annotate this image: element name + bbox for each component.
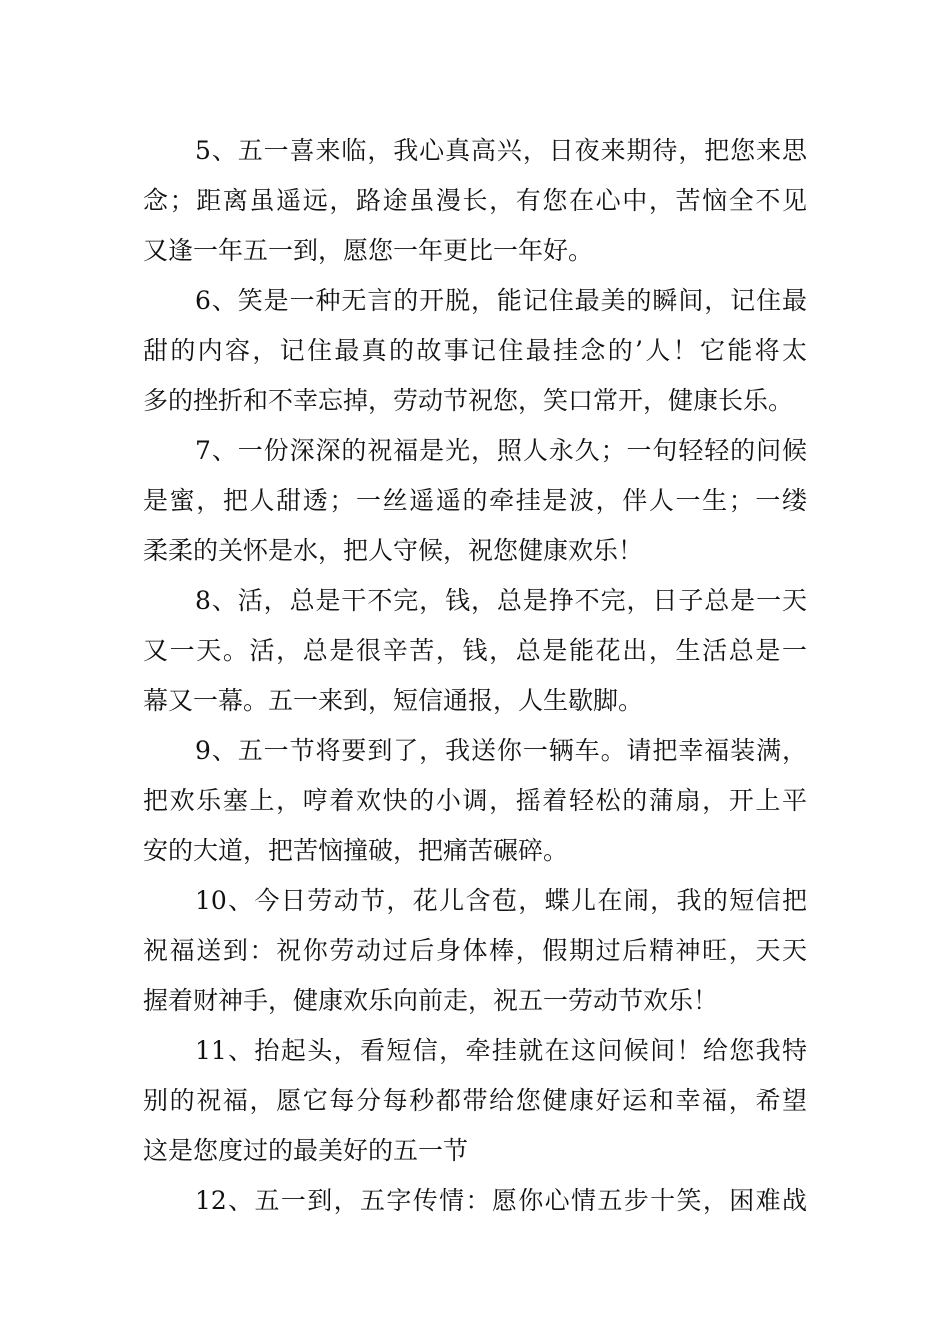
text-line: 6、笑是一种无言的开脱，能记住最美的瞬间，记住最 (195, 286, 807, 315)
text-line: 又逢一年五一到，愿您一年更比一年好。 (143, 236, 594, 265)
text-line: 握着财神手，健康欢乐向前走，祝五一劳动节欢乐！ (143, 986, 719, 1015)
text-line: 又一天。活，总是很辛苦，钱，总是能花出，生活总是一 (143, 636, 807, 665)
paragraph-9 (143, 726, 807, 876)
paragraph-10 (143, 876, 807, 1026)
document-body (143, 126, 807, 1226)
text-line: 祝福送到：祝你劳动过后身体棒，假期过后精神旺，天天 (143, 936, 807, 965)
paragraph-5 (143, 126, 807, 276)
text-line: 8、活，总是干不完，钱，总是挣不完，日子总是一天 (195, 586, 807, 615)
text-line: 念；距离虽遥远，路途虽漫长，有您在心中，苦恼全不见 (143, 186, 807, 215)
text-line: 柔柔的关怀是水，把人守候，祝您健康欢乐！ (143, 536, 644, 565)
text-line: 安的大道，把苦恼撞破，把痛苦碾碎。 (143, 836, 569, 865)
text-line: 甜的内容，记住最真的故事记住最挂念的’人！它能将太 (143, 336, 807, 365)
text-line: 幕又一幕。五一来到，短信通报，人生歇脚。 (143, 686, 644, 715)
paragraph-6 (143, 276, 807, 426)
text-line: 这是您度过的最美好的五一节 (143, 1136, 469, 1165)
text-line: 别的祝福，愿它每分每秒都带给您健康好运和幸福，希望 (143, 1086, 807, 1115)
text-line: 9、五一节将要到了，我送你一辆车。请把幸福装满， (195, 736, 807, 765)
text-line: 10、今日劳动节，花儿含苞，蝶儿在闹，我的短信把 (195, 886, 807, 915)
text-line: 11、抬起头，看短信，牵挂就在这问候间！给您我特 (195, 1036, 807, 1065)
paragraph-8 (143, 576, 807, 726)
paragraph-12 (143, 1176, 807, 1226)
text-line: 7、一份深深的祝福是光，照人永久；一句轻轻的问候 (195, 436, 807, 465)
text-line: 5、五一喜来临，我心真高兴，日夜来期待，把您来思 (195, 136, 807, 165)
text-line: 把欢乐塞上，哼着欢快的小调，摇着轻松的蒲扇，开上平 (143, 786, 807, 815)
text-line: 是蜜，把人甜透；一丝遥遥的牵挂是波，伴人一生；一缕 (143, 486, 807, 515)
paragraph-7 (143, 426, 807, 576)
paragraph-11 (143, 1026, 807, 1176)
text-line: 12、五一到，五字传情：愿你心情五步十笑，困难战 (195, 1186, 807, 1215)
text-line: 多的挫折和不幸忘掉，劳动节祝您，笑口常开，健康长乐。 (143, 386, 794, 415)
